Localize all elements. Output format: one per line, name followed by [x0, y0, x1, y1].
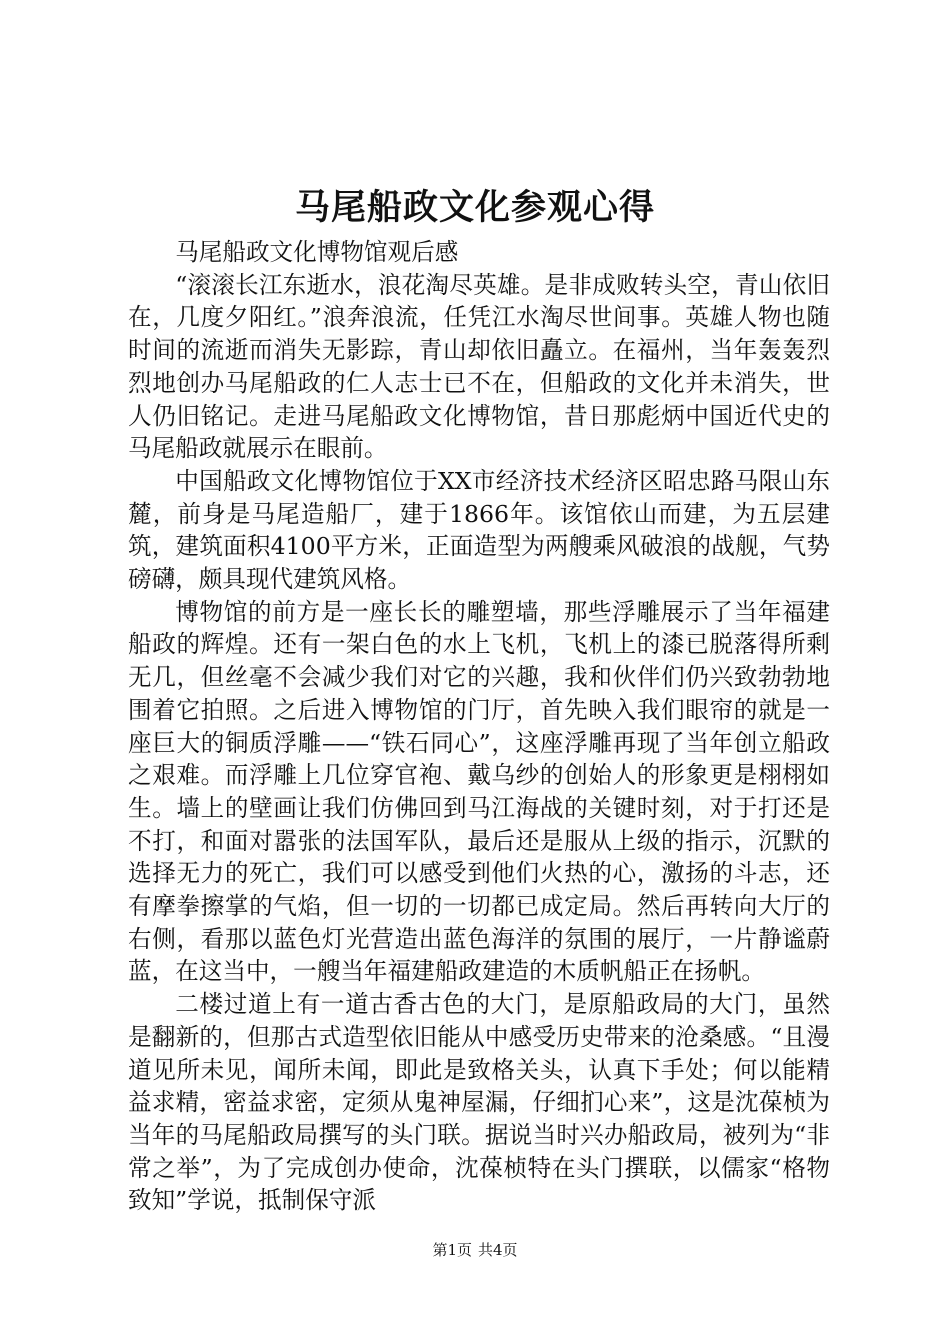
paragraph: “滚滚长江东逝水，浪花淘尽英雄。是非成败转头空，青山依旧在，几度夕阳红。”浪奔浪流，任凭江水淘尽世间事。英雄人物也随时间的流逝而消失无影踪，青山却依旧矗立。在福州，当年轰轰烈烈地创办马尾船政的仁人志士已不在，但船政的文化并未消失，世人仍旧铭记。走进马尾船政文化博物馆，昔日那彪炳中国近代史的马尾船政就展示在眼前。 [128, 270, 830, 463]
subtitle-paragraph: 马尾船政文化博物馆观后感 [175, 238, 459, 266]
page-footer [0, 1240, 950, 1260]
paragraph: 二楼过道上有一道古香古色的大门，是原船政局的大门，虽然是翻新的，但那古式造型依旧能从中感受历史带来的沧桑感。“且漫道见所未见，闻所未闻，即此是致格关头，认真下手处；何以能精益求精，密益求密，定须从鬼神屋漏，仔细扪心来”，这是沈葆桢为当年的马尾船政局撰写的头门联。据说当时兴办船政局，被列为“非常之举”，为了完成创办使命，沈葆桢特在头门撰联，以儒家“格物致知”学说，抵制保守派 [128, 990, 830, 1215]
page-number: 第1页 [432, 1241, 472, 1259]
page-total: 共4页 [478, 1241, 518, 1259]
document-title: 马尾船政文化参观心得 [294, 187, 655, 228]
paragraph: 博物馆的前方是一座长长的雕塑墙，那些浮雕展示了当年福建船政的辉煌。还有一架白色的水上飞机，飞机上的漆已脱落得所剩无几，但丝毫不会减少我们对它的兴趣，我和伙伴们仍兴致勃勃地围着它拍照。之后进入博物馆的门厅，首先映入我们眼帘的就是一座巨大的铜质浮雕——“铁石同心”，这座浮雕再现了当年创立船政之艰难。而浮雕上几位穿官袍、戴乌纱的创始人的形象更是栩栩如生。墙上的壁画让我们仿佛回到马江海战的关键时刻，对于打还是不打，和面对嚣张的法国军队，最后还是服从上级的指示，沉默的选择无力的死亡，我们可以感受到他们火热的心，激扬的斗志，还有摩拳擦掌的气焰，但一切的一切都已成定局。然后再转向大厅的右侧，看那以蓝色灯光营造出蓝色海洋的氛围的展厅，一片静谧蔚蓝，在这当中，一艘当年福建船政建造的木质帆船正在扬帆。 [128, 597, 830, 986]
document-body [128, 236, 830, 1217]
paragraph: 中国船政文化博物馆位于XX市经济技术经济区昭忠路马限山东麓，前身是马尾造船厂，建于1866年。该馆依山而建，为五层建筑，建筑面积4100平方米，正面造型为两艘乘风破浪的战舰，气势磅礴，颇具现代建筑风格。 [128, 466, 830, 594]
